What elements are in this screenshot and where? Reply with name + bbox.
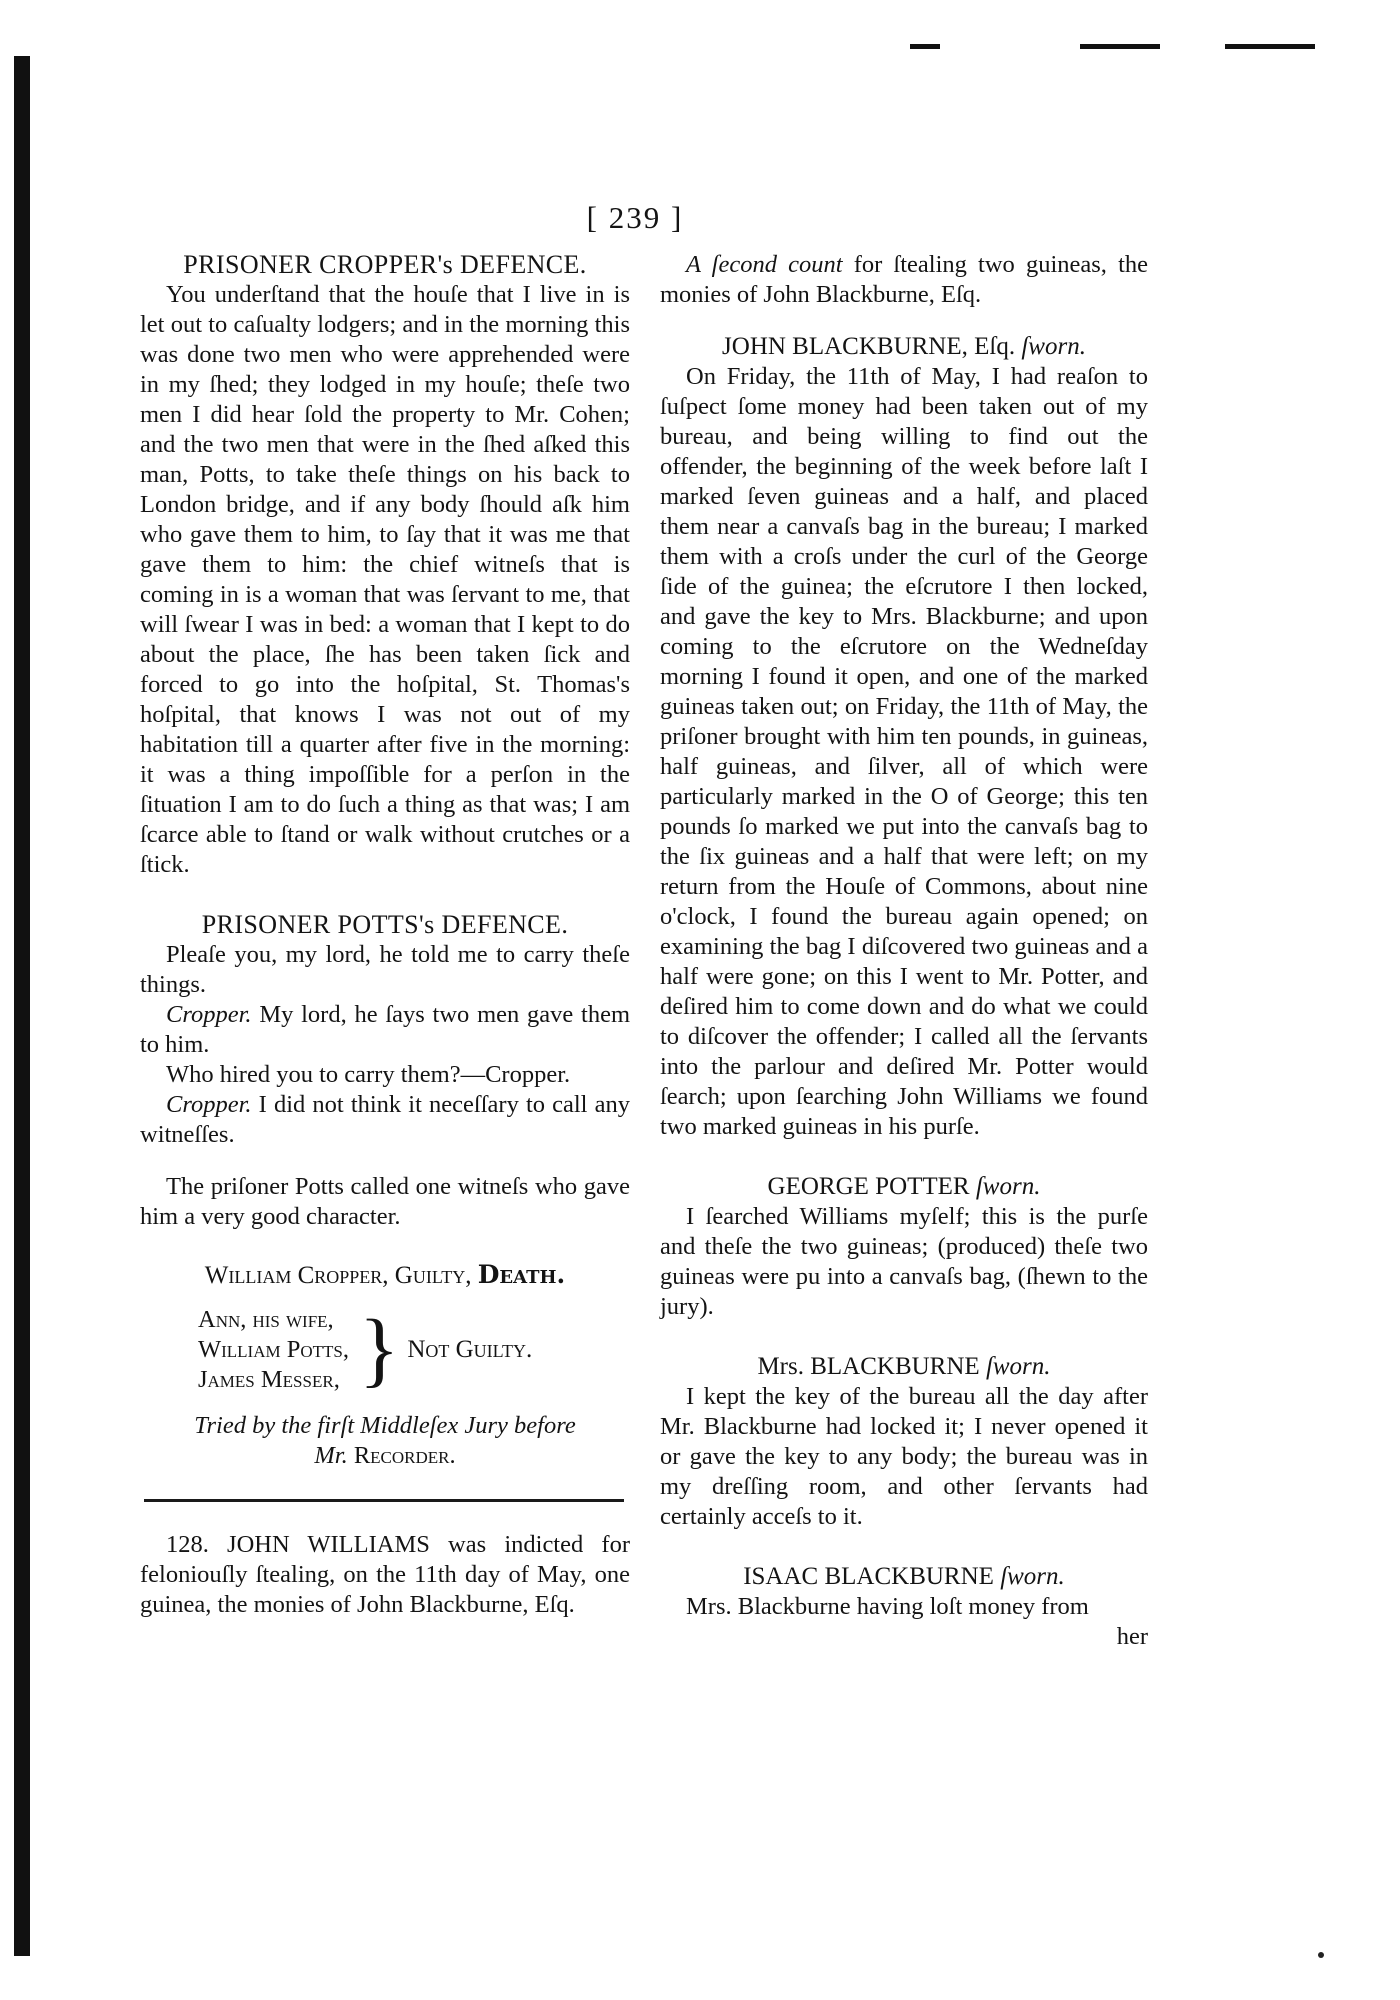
exchange-line: Cropper. My lord, he ſays two men gave them to him. [140,1001,630,1058]
isaac-blackburne-testimony: Mrs. Blackburne having loſt money from [686,1593,1089,1620]
mrs-blackburne-testimony: I kept the key of the bureau all the day after Mr. Blackburne had locked it; I never opened it or gave the key to any body; the bureau was in my dreſſing room, and other ſervants had certainly acceſs to it. [660,1383,1148,1530]
scan-artifact [1318,1952,1324,1958]
exchange-line: Cropper. I did not think it neceſſary to call any witneſſes. [140,1091,630,1148]
acquitted-result: Not Guilty. [407,1336,533,1363]
george-potter-testimony: I ſearched Williams myſelf; this is the purſe and theſe the two guineas; (produced) theſe two guineas were pu into a canvaſs bag, (ſhewn to the jury). [660,1203,1148,1320]
cropper-defence-heading: PRISONER CROPPER's DEFENCE. [183,250,587,279]
witness-heading: JOHN BLACKBURNE, Eſq. ſworn. [722,333,1086,360]
john-blackburne-testimony: On Friday, the 11th of May, I had reaſon to ſuſpect ſome money had been taken out of my bureau, and being willing to find out the offender, the beginning of the week before laſt I marked ſeven guineas and a half, and placed them near a canvaſs bag in the bureau; I marked them with a croſs under the curl of the George ſide of the guinea; the eſcrutore I then locked, and gave the key to Mrs. Blackburne; and upon coming to the eſcrutore on the Wedneſday morning I found it open, and one of the marked guineas taken out; on Friday, the 11th of May, the priſoner brought with him ten pounds, in guineas, half guineas, and ſilver, all of which were particularly marked in the O of George; this ten pounds ſo marked we put into the canvaſs bag to the ſix guineas and a half that were left; on my return from the Houſe of Commons, about nine o'clock, I found the bureau again opened; on examining the bag I diſcovered two guineas and a half were gone; on this I went to Mr. Potter, and deſired him to come down and do what we could to diſcover the offender; I called all the ſervants into the parlour and deſired Mr. Potter would ſearch; upon ſearching John Williams we found two marked guineas in his purſe. [660,363,1148,1140]
verdict-line: William Cropper, Guilty, Death. [204,1260,566,1289]
brace-glyph: } [358,1303,400,1396]
case-indictment: 128. JOHN WILLIAMS was indicted for feloniouſly ſtealing, on the 11th day of May, one guinea, the monies of John Blackburne, Eſq. [140,1531,630,1618]
speaker-label: Cropper. [166,1001,252,1028]
witness-heading: GEORGE POTTER ſworn. [767,1173,1041,1200]
page-number: [ 239 ] [586,200,684,235]
left-column [140,250,630,1620]
witness-heading: ISAAC BLACKBURNE ſworn. [743,1563,1065,1590]
potts-defence-text: Pleaſe you, my lord, he told me to carry theſe things. [140,941,630,998]
exchange-line: Who hired you to carry them?—Cropper. [166,1061,571,1088]
acquittal-block [198,1305,630,1395]
page-binding-edge [14,56,30,1956]
right-column [660,250,1148,1652]
witness-note: The priſoner Potts called one witneſs who gave him a very good character. [140,1173,630,1230]
verdict-sentence: Death. [477,1260,566,1289]
speaker-label: Cropper. [166,1091,252,1118]
scan-artifact [910,44,940,49]
cropper-defence-text: You underſtand that the houſe that I live in is let out to caſualty lodgers; and in the morning this was done two men who were apprehended were in my ſhed; they lodged in my houſe; theſe two men I did hear ſold the property to Mr. Cohen; and the two men that were in the ſhed aſked this man, Potts, to take theſe things on his back to London bridge, and if any body ſhould aſk him who gave them to him, to ſay that it was me that gave them to him: the chief witneſs that is coming in is a woman that was ſervant to me, that will ſwear I was in bed: a woman that I kept to do about the place, ſhe has been taken ſick and forced to go into the hoſpital, St. Thomas's hoſpital, that knows I was not out of my habitation till a quarter after five in the morning: it was a thing impoſſible for a perſon in the ſituation I am to do ſuch a thing as that was; I am ſcarce able to ſtand or walk without crutches or a ſtick. [140,281,630,878]
potts-defence-heading: PRISONER POTTS's DEFENCE. [201,910,569,939]
catchword: her [1116,1623,1148,1650]
witness-heading: Mrs. BLACKBURNE ſworn. [757,1353,1051,1380]
tried-note: Tried by the firſt Middleſex Jury before Mr. Recorder. [194,1412,576,1469]
scan-artifact [1225,44,1315,49]
scan-artifact [1080,44,1160,49]
section-divider [144,1499,624,1502]
second-count: A ſecond count for ſtealing two guineas, the monies of John Blackburne, Eſq. [660,251,1148,308]
acquitted-names: Ann, his wife, William Potts, James Messer, [198,1306,349,1393]
